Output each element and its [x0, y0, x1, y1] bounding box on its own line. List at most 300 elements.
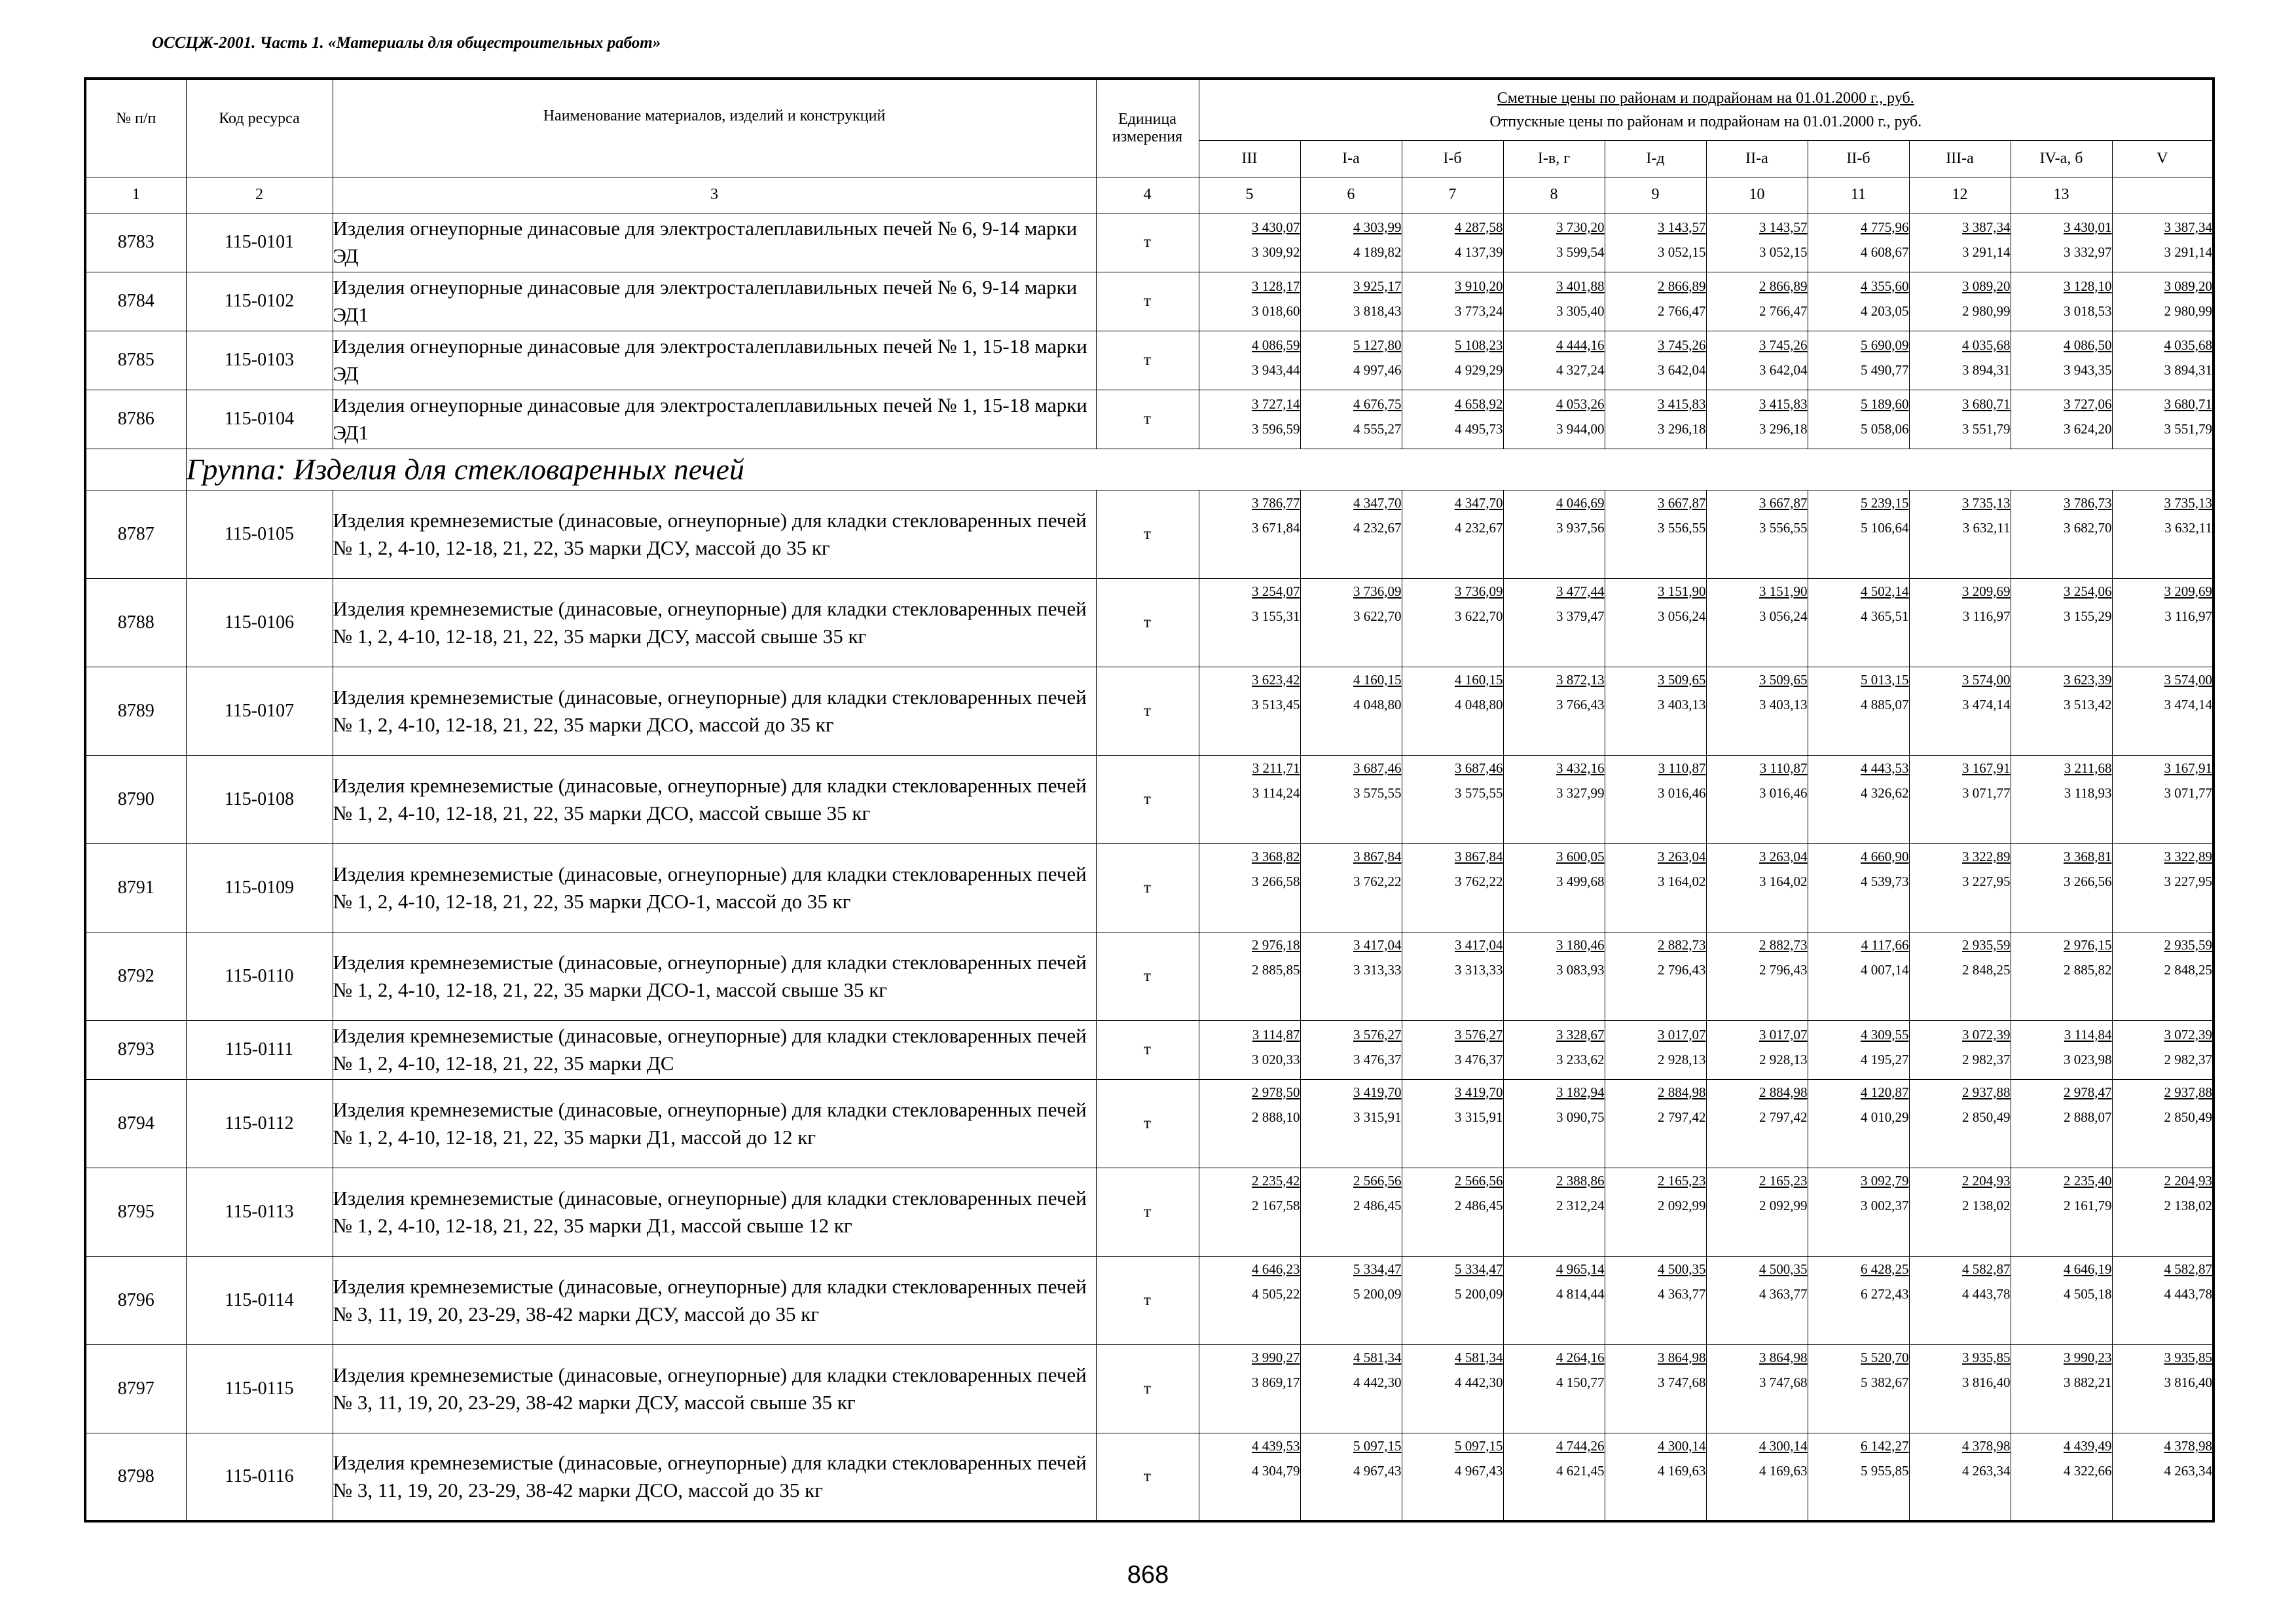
release-price: 2 312,24 [1556, 1197, 1605, 1213]
price-cell [2112, 1168, 2214, 1256]
price-cell [1605, 1168, 1706, 1256]
region-header: I-в, г [1503, 140, 1605, 177]
row-number: 8796 [85, 1256, 186, 1344]
estimated-price: 3 419,70 [1353, 1084, 1402, 1100]
estimated-price: 3 680,71 [2164, 396, 2212, 412]
column-number: 8 [1503, 177, 1605, 213]
resource-code: 115-0113 [186, 1168, 333, 1256]
material-name: Изделия кремнеземистые (динасовые, огнеупорные) для кладки стекловаренных печей № 1, 2, 4-10, 12-18, 21, 22, 35 марки ДС [333, 1020, 1096, 1079]
estimated-price: 4 646,19 [2064, 1261, 2112, 1277]
release-price: 5 200,09 [1455, 1285, 1503, 1302]
estimated-price: 5 334,47 [1455, 1261, 1503, 1277]
release-price: 4 304,79 [1252, 1462, 1300, 1479]
release-price: 4 232,67 [1353, 519, 1402, 536]
release-price: 3 622,70 [1455, 608, 1503, 624]
estimated-price: 5 690,09 [1861, 337, 1909, 353]
resource-code: 115-0108 [186, 755, 333, 843]
price-cell [2112, 843, 2214, 932]
release-price: 2 982,37 [2164, 1051, 2212, 1067]
price-cell [1909, 667, 2011, 755]
price-cell [1199, 1079, 1300, 1168]
estimated-price: 3 574,00 [2164, 671, 2212, 688]
price-cell [2011, 1256, 2112, 1344]
price-cell [1808, 1168, 1909, 1256]
column-number: 2 [186, 177, 333, 213]
price-cell [2011, 932, 2112, 1020]
release-price: 2 486,45 [1353, 1197, 1402, 1213]
release-price: 5 106,64 [1861, 519, 1909, 536]
resource-code: 115-0111 [186, 1020, 333, 1079]
estimated-price: 4 378,98 [2164, 1437, 2212, 1454]
price-cell [1199, 667, 1300, 755]
table-row [85, 213, 2214, 272]
estimated-price: 3 990,23 [2064, 1349, 2112, 1365]
resource-code: 115-0101 [186, 213, 333, 272]
material-name: Изделия кремнеземистые (динасовые, огнеупорные) для кладки стекловаренных печей № 1, 2, 4-10, 12-18, 21, 22, 35 марки ДСО-1, массой свыше 35 кг [333, 932, 1096, 1020]
estimated-price: 3 727,06 [2064, 396, 2112, 412]
unit-of-measure: т [1096, 578, 1199, 667]
unit-of-measure: т [1096, 490, 1199, 578]
row-number: 8784 [85, 272, 186, 331]
column-number: 1 [85, 177, 186, 213]
group-row [85, 449, 2214, 490]
price-cell [1909, 1020, 2011, 1079]
estimated-price: 2 882,73 [1759, 936, 1808, 953]
release-price: 3 551,79 [2164, 420, 2212, 437]
estimated-price: 2 978,50 [1252, 1084, 1300, 1100]
estimated-price: 3 209,69 [2164, 583, 2212, 599]
release-price: 2 888,10 [1252, 1109, 1300, 1125]
release-price: 3 762,22 [1455, 873, 1503, 889]
estimated-price: 4 444,16 [1556, 337, 1605, 353]
release-price: 3 944,00 [1556, 420, 1605, 437]
price-cell [1402, 213, 1503, 272]
price-cell [1402, 578, 1503, 667]
region-header: II-б [1808, 140, 1909, 177]
release-price: 3 632,11 [2164, 519, 2212, 536]
estimated-price: 3 477,44 [1556, 583, 1605, 599]
price-cell [2112, 390, 2214, 449]
price-cell [1503, 932, 1605, 1020]
unit-of-measure: т [1096, 213, 1199, 272]
price-cell [1402, 390, 1503, 449]
release-price: 3 379,47 [1556, 608, 1605, 624]
price-cell [1402, 755, 1503, 843]
row-number: 8788 [85, 578, 186, 667]
row-number: 8798 [85, 1433, 186, 1521]
price-cell [1300, 667, 1402, 755]
price-cell [1300, 272, 1402, 331]
estimated-price: 3 322,89 [2164, 848, 2212, 864]
estimated-price: 5 127,80 [1353, 337, 1402, 353]
estimated-price: 3 254,07 [1252, 583, 1300, 599]
price-cell [1402, 1256, 1503, 1344]
estimated-price: 3 143,57 [1759, 219, 1808, 235]
estimated-price: 3 600,05 [1556, 848, 1605, 864]
region-header: I-д [1605, 140, 1706, 177]
price-cell [1706, 1433, 1808, 1521]
material-name: Изделия огнеупорные динасовые для электросталеплавильных печей № 1, 15-18 марки ЭД [333, 331, 1096, 390]
price-cell [1402, 843, 1503, 932]
price-cell [1199, 390, 1300, 449]
price-cell [2011, 272, 2112, 331]
price-cell [1503, 667, 1605, 755]
region-header: III-а [1909, 140, 2011, 177]
price-cell [1503, 578, 1605, 667]
release-price: 4 365,51 [1861, 608, 1909, 624]
price-cell [1503, 1433, 1605, 1521]
estimated-price: 3 430,01 [2064, 219, 2112, 235]
estimated-price: 3 368,82 [1252, 848, 1300, 864]
page-header: ОССЦЖ-2001. Часть 1. «Материалы для общестроительных работ» [152, 34, 661, 52]
price-cell [1706, 755, 1808, 843]
estimated-price: 4 443,53 [1861, 760, 1909, 776]
estimated-price: 2 866,89 [1658, 278, 1706, 294]
release-price: 3 164,02 [1658, 873, 1706, 889]
resource-code: 115-0102 [186, 272, 333, 331]
unit-of-measure: т [1096, 1079, 1199, 1168]
material-name: Изделия кремнеземистые (динасовые, огнеупорные) для кладки стекловаренных печей № 3, 11, 19, 20, 23-29, 38-42 марки ДСУ, массой свыше 35 кг [333, 1344, 1096, 1433]
price-cell [1199, 1020, 1300, 1079]
price-cell [1706, 1079, 1808, 1168]
unit-of-measure: т [1096, 755, 1199, 843]
estimated-price: 4 582,87 [1962, 1261, 2011, 1277]
release-price: 3 056,24 [1658, 608, 1706, 624]
release-price: 3 642,04 [1759, 361, 1808, 378]
estimated-price: 2 566,56 [1455, 1172, 1503, 1189]
price-cell [1909, 578, 2011, 667]
estimated-price: 3 401,88 [1556, 278, 1605, 294]
release-price: 3 052,15 [1658, 244, 1706, 260]
column-number: 12 [1909, 177, 2011, 213]
estimated-price: 3 745,26 [1759, 337, 1808, 353]
price-cell [1808, 932, 1909, 1020]
release-price: 4 442,30 [1455, 1374, 1503, 1390]
estimated-price: 3 730,20 [1556, 219, 1605, 235]
price-cell [1402, 1344, 1503, 1433]
release-price: 3 624,20 [2064, 420, 2112, 437]
estimated-price: 3 864,98 [1658, 1349, 1706, 1365]
release-price: 5 200,09 [1353, 1285, 1402, 1302]
estimated-price: 4 500,35 [1759, 1261, 1808, 1277]
table-row [85, 1433, 2214, 1521]
estimated-price: 5 097,15 [1455, 1437, 1503, 1454]
column-number: 10 [1706, 177, 1808, 213]
price-cell [2112, 1020, 2214, 1079]
release-price: 4 263,34 [1962, 1462, 2011, 1479]
price-cell [1909, 390, 2011, 449]
price-cell [1300, 1433, 1402, 1521]
price-cell [1199, 272, 1300, 331]
release-price: 2 766,47 [1759, 303, 1808, 319]
estimated-price: 3 786,77 [1252, 494, 1300, 511]
estimated-price: 2 884,98 [1759, 1084, 1808, 1100]
estimated-price: 3 328,67 [1556, 1026, 1605, 1043]
price-cell [1300, 932, 1402, 1020]
price-cell [1402, 1433, 1503, 1521]
release-price: 4 443,78 [2164, 1285, 2212, 1302]
price-cell [2011, 1344, 2112, 1433]
price-cell [1605, 490, 1706, 578]
table-row [85, 490, 2214, 578]
estimated-price: 2 935,59 [1962, 936, 2011, 953]
estimated-price: 5 334,47 [1353, 1261, 1402, 1277]
release-price: 2 848,25 [2164, 961, 2212, 978]
release-price: 3 315,91 [1353, 1109, 1402, 1125]
release-price: 3 816,40 [2164, 1374, 2212, 1390]
resource-code: 115-0114 [186, 1256, 333, 1344]
estimated-price: 3 864,98 [1759, 1349, 1808, 1365]
release-price: 4 010,29 [1861, 1109, 1909, 1125]
price-cell [1605, 272, 1706, 331]
release-price: 3 052,15 [1759, 244, 1808, 260]
price-cell [2112, 755, 2214, 843]
estimated-price: 4 581,34 [1455, 1349, 1503, 1365]
material-name: Изделия кремнеземистые (динасовые, огнеупорные) для кладки стекловаренных печей № 1, 2, 4-10, 12-18, 21, 22, 35 марки ДСО, массой до 35 кг [333, 667, 1096, 755]
column-number: 13 [2011, 177, 2112, 213]
region-header: III [1199, 140, 1300, 177]
price-cell [1300, 1079, 1402, 1168]
price-cell [1808, 1256, 1909, 1344]
estimated-price: 3 167,91 [2164, 760, 2212, 776]
price-cell [1605, 1256, 1706, 1344]
price-cell [1605, 843, 1706, 932]
price-cell [1503, 1344, 1605, 1433]
material-name: Изделия кремнеземистые (динасовые, огнеупорные) для кладки стекловаренных печей № 3, 11, 19, 20, 23-29, 38-42 марки ДСУ, массой до 35 кг [333, 1256, 1096, 1344]
release-price: 3 164,02 [1759, 873, 1808, 889]
estimated-price: 3 935,85 [2164, 1349, 2212, 1365]
price-cell [1808, 667, 1909, 755]
release-price: 3 056,24 [1759, 608, 1808, 624]
estimated-price: 6 142,27 [1861, 1437, 1909, 1454]
release-price: 4 997,46 [1353, 361, 1402, 378]
estimated-price: 3 368,81 [2064, 848, 2112, 864]
estimated-price: 3 089,20 [1962, 278, 2011, 294]
price-cell [2112, 1344, 2214, 1433]
material-name: Изделия кремнеземистые (динасовые, огнеупорные) для кладки стекловаренных печей № 1, 2, 4-10, 12-18, 21, 22, 35 марки Д1, массой до 12 кг [333, 1079, 1096, 1168]
estimated-price: 3 211,68 [2064, 760, 2112, 776]
price-cell [1909, 755, 2011, 843]
price-cell [1706, 1168, 1808, 1256]
release-price: 3 114,24 [1252, 784, 1300, 801]
price-cell [1605, 1344, 1706, 1433]
row-number: 8794 [85, 1079, 186, 1168]
estimated-price: 3 017,07 [1759, 1026, 1808, 1043]
price-cell [1909, 1433, 2011, 1521]
estimated-price: 4 300,14 [1759, 1437, 1808, 1454]
estimated-price: 4 086,50 [2064, 337, 2112, 353]
price-cell [1300, 1020, 1402, 1079]
release-price: 2 980,99 [1962, 303, 2011, 319]
estimated-price: 4 355,60 [1861, 278, 1909, 294]
release-price: 3 266,56 [2064, 873, 2112, 889]
estimated-price: 5 520,70 [1861, 1349, 1909, 1365]
release-price: 3 632,11 [1962, 519, 2011, 536]
unit-of-measure: т [1096, 272, 1199, 331]
price-cell [1503, 390, 1605, 449]
estimated-price: 2 204,93 [2164, 1172, 2212, 1189]
resource-code: 115-0116 [186, 1433, 333, 1521]
release-price: 4 263,34 [2164, 1462, 2212, 1479]
release-price: 3 227,95 [1962, 873, 2011, 889]
release-price: 3 474,14 [2164, 696, 2212, 712]
column-number: 4 [1096, 177, 1199, 213]
price-cell [2011, 755, 2112, 843]
column-number: 6 [1300, 177, 1402, 213]
release-price: 3 869,17 [1252, 1374, 1300, 1390]
release-price: 2 138,02 [1962, 1197, 2011, 1213]
price-cell [1808, 1020, 1909, 1079]
price-cell [1300, 1344, 1402, 1433]
price-cell [1605, 390, 1706, 449]
release-price: 3 943,44 [1252, 361, 1300, 378]
price-cell [1909, 1256, 2011, 1344]
price-cell [1503, 213, 1605, 272]
price-cell [1300, 1256, 1402, 1344]
estimated-price: 3 736,09 [1455, 583, 1503, 599]
region-header: I-б [1402, 140, 1503, 177]
release-price: 3 882,21 [2064, 1374, 2112, 1390]
region-header: IV-а, б [2011, 140, 2112, 177]
estimated-price: 4 309,55 [1861, 1026, 1909, 1043]
release-price: 3 155,29 [2064, 608, 2112, 624]
material-name: Изделия кремнеземистые (динасовые, огнеупорные) для кладки стекловаренных печей № 1, 2, 4-10, 12-18, 21, 22, 35 марки ДСО, массой свыше 35 кг [333, 755, 1096, 843]
row-number: 8797 [85, 1344, 186, 1433]
price-cell [1909, 272, 2011, 331]
column-number: 7 [1402, 177, 1503, 213]
unit-of-measure: т [1096, 1433, 1199, 1521]
estimated-price: 3 990,27 [1252, 1349, 1300, 1365]
group-empty-cell [85, 449, 186, 490]
release-price: 3 155,31 [1252, 608, 1300, 624]
table-row [85, 932, 2214, 1020]
table-row [85, 1168, 2214, 1256]
estimated-price: 3 110,87 [1658, 760, 1706, 776]
price-cell [1199, 932, 1300, 1020]
price-cell [2011, 1168, 2112, 1256]
price-cell [1402, 331, 1503, 390]
release-price: 3 556,55 [1658, 519, 1706, 536]
table-row [85, 578, 2214, 667]
row-number: 8791 [85, 843, 186, 932]
price-cell [1605, 1079, 1706, 1168]
estimated-price: 4 303,99 [1353, 219, 1402, 235]
estimated-price: 3 667,87 [1658, 494, 1706, 511]
estimated-price: 4 646,23 [1252, 1261, 1300, 1277]
price-cell [1706, 272, 1808, 331]
price-cell [1706, 1020, 1808, 1079]
price-cell [2112, 490, 2214, 578]
price-cell [1605, 331, 1706, 390]
price-cell [1605, 755, 1706, 843]
release-price: 3 642,04 [1658, 361, 1706, 378]
resource-code: 115-0107 [186, 667, 333, 755]
column-number: 11 [1808, 177, 1909, 213]
estimated-price: 4 378,98 [1962, 1437, 2011, 1454]
release-price: 4 814,44 [1556, 1285, 1605, 1302]
price-cell [1706, 490, 1808, 578]
estimated-price: 3 072,39 [1962, 1026, 2011, 1043]
release-price: 3 682,70 [2064, 519, 2112, 536]
region-header: I-а [1300, 140, 1402, 177]
price-cell [2112, 578, 2214, 667]
estimated-price: 4 264,16 [1556, 1349, 1605, 1365]
resource-code: 115-0109 [186, 843, 333, 932]
price-cell [1199, 1433, 1300, 1521]
price-cell [1402, 1079, 1503, 1168]
price-cell [1503, 1168, 1605, 1256]
estimated-price: 4 660,90 [1861, 848, 1909, 864]
release-price: 6 272,43 [1861, 1285, 1909, 1302]
column-number: 9 [1605, 177, 1706, 213]
release-price: 4 203,05 [1861, 303, 1909, 319]
estimated-price: 4 582,87 [2164, 1261, 2212, 1277]
material-name: Изделия кремнеземистые (динасовые, огнеупорные) для кладки стекловаренных печей № 1, 2, 4-10, 12-18, 21, 22, 35 марки Д1, массой свыше 12 кг [333, 1168, 1096, 1256]
estimated-price: 3 509,65 [1658, 671, 1706, 688]
release-price: 4 363,77 [1658, 1285, 1706, 1302]
estimated-price: 3 745,26 [1658, 337, 1706, 353]
estimated-price: 3 143,57 [1658, 219, 1706, 235]
price-cell [1605, 667, 1706, 755]
estimated-price: 5 108,23 [1455, 337, 1503, 353]
release-price: 5 955,85 [1861, 1462, 1909, 1479]
estimated-price: 2 884,98 [1658, 1084, 1706, 1100]
estimated-price: 3 089,20 [2164, 278, 2212, 294]
release-price: 3 596,59 [1252, 420, 1300, 437]
release-price: 3 816,40 [1962, 1374, 2011, 1390]
estimated-price: 3 910,20 [1455, 278, 1503, 294]
release-price: 2 848,25 [1962, 961, 2011, 978]
price-cell [1402, 667, 1503, 755]
price-cell [2112, 932, 2214, 1020]
price-cell [1808, 490, 1909, 578]
estimated-price: 2 937,88 [2164, 1084, 2212, 1100]
price-cell [1706, 213, 1808, 272]
price-cell [1300, 213, 1402, 272]
price-cell [1909, 932, 2011, 1020]
release-price: 3 305,40 [1556, 303, 1605, 319]
estimated-price: 4 775,96 [1861, 219, 1909, 235]
release-price: 3 513,42 [2064, 696, 2112, 712]
release-price: 2 796,43 [1759, 961, 1808, 978]
release-price: 4 007,14 [1861, 961, 1909, 978]
estimated-price: 2 935,59 [2164, 936, 2212, 953]
estimated-price: 3 387,34 [1962, 219, 2011, 235]
unit-of-measure: т [1096, 331, 1199, 390]
header-code: Код ресурса [186, 79, 333, 177]
release-price: 2 797,42 [1759, 1109, 1808, 1125]
estimated-price: 2 566,56 [1353, 1172, 1402, 1189]
price-cell [1808, 1433, 1909, 1521]
table-row [85, 1020, 2214, 1079]
estimated-price: 3 867,84 [1353, 848, 1402, 864]
price-cell [1909, 1079, 2011, 1168]
release-price: 3 296,18 [1759, 420, 1808, 437]
price-cell [1199, 213, 1300, 272]
price-cell [1300, 1168, 1402, 1256]
unit-of-measure: т [1096, 1168, 1199, 1256]
price-cell [1402, 490, 1503, 578]
release-price: 2 928,13 [1759, 1051, 1808, 1067]
price-cell [1402, 932, 1503, 1020]
release-price: 3 116,97 [1962, 608, 2011, 624]
estimated-price: 3 509,65 [1759, 671, 1808, 688]
price-cell [1503, 755, 1605, 843]
release-price: 3 894,31 [1962, 361, 2011, 378]
region-header: II-а [1706, 140, 1808, 177]
release-price: 4 150,77 [1556, 1374, 1605, 1390]
release-price: 3 083,93 [1556, 961, 1605, 978]
